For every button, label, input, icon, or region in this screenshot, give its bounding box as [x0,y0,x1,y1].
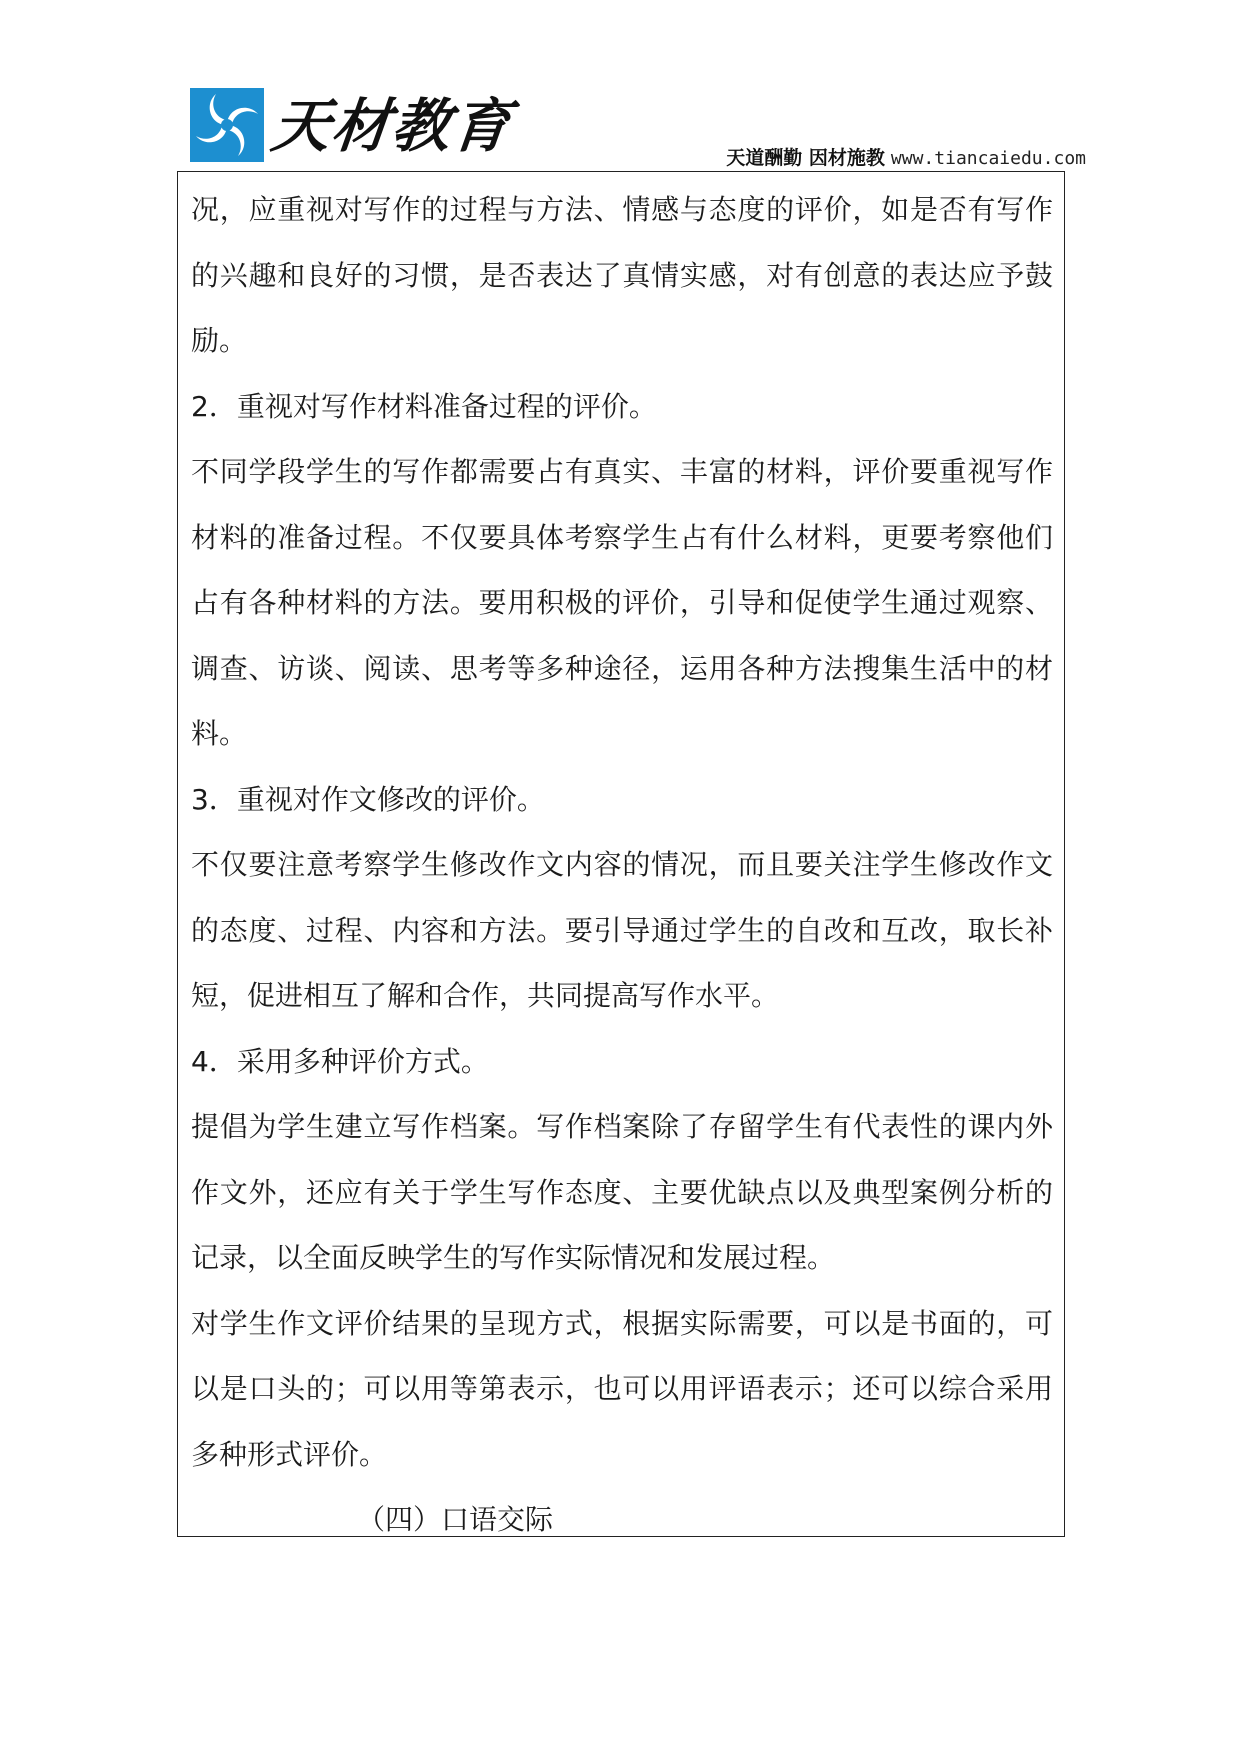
document-body [191,177,1053,1553]
text-line: 调查、访谈、阅读、思考等多种途径，运用各种方法搜集生活中的材 [191,651,1053,685]
numbered-heading: 2．重视对写作材料准备过程的评价。 [191,389,657,423]
text-line: 的态度、过程、内容和方法。要引导通过学生的自改和互改，取长补 [191,913,1053,947]
text-line: 的兴趣和良好的习惯，是否表达了真情实感，对有创意的表达应予鼓 [191,258,1053,292]
text-line: 不同学段学生的写作都需要占有真实、丰富的材料，评价要重视写作 [191,455,1053,488]
text-line: 不仅要注意考察学生修改作文内容的情况，而且要关注学生修改作文 [191,848,1053,881]
motto-text: 天道酬勤 因材施教 [726,147,885,169]
header-slogan [726,146,1086,171]
section-heading: （四）口语交际 [357,1503,554,1536]
numbered-heading: 4．采用多种评价方式。 [191,1044,489,1078]
page-header [0,0,1241,170]
text-line: 材料的准备过程。不仅要具体考察学生占有什么材料，更要考察他们 [191,520,1053,554]
text-line: 料。 [191,717,248,750]
text-line: 对学生作文评价结果的呈现方式，根据实际需要，可以是书面的，可 [191,1306,1053,1340]
text-line: 记录，以全面反映学生的写作实际情况和发展过程。 [191,1241,836,1274]
website-url[interactable]: www.tiancaiedu.com [890,148,1086,169]
text-line: 占有各种材料的方法。要用积极的评价，引导和促使学生通过观察、 [191,586,1053,619]
text-line: 多种形式评价。 [191,1437,388,1471]
brand-name: 天材教育 [268,92,516,160]
text-line: 况，应重视对写作的过程与方法、情感与态度的评价，如是否有写作 [191,193,1053,226]
text-line: 励。 [191,324,248,357]
swirl-logo-icon [190,88,264,162]
text-line: 以是口头的；可以用等第表示，也可以用评语表示；还可以综合采用 [191,1372,1053,1405]
content-frame [177,171,1065,1537]
numbered-heading: 3．重视对作文修改的评价。 [191,782,545,816]
text-line: 作文外，还应有关于学生写作态度、主要优缺点以及典型案例分析的 [191,1175,1053,1209]
text-line: 短，促进相互了解和合作，共同提高写作水平。 [191,979,780,1012]
text-line: 提倡为学生建立写作档案。写作档案除了存留学生有代表性的课内外 [191,1110,1053,1143]
